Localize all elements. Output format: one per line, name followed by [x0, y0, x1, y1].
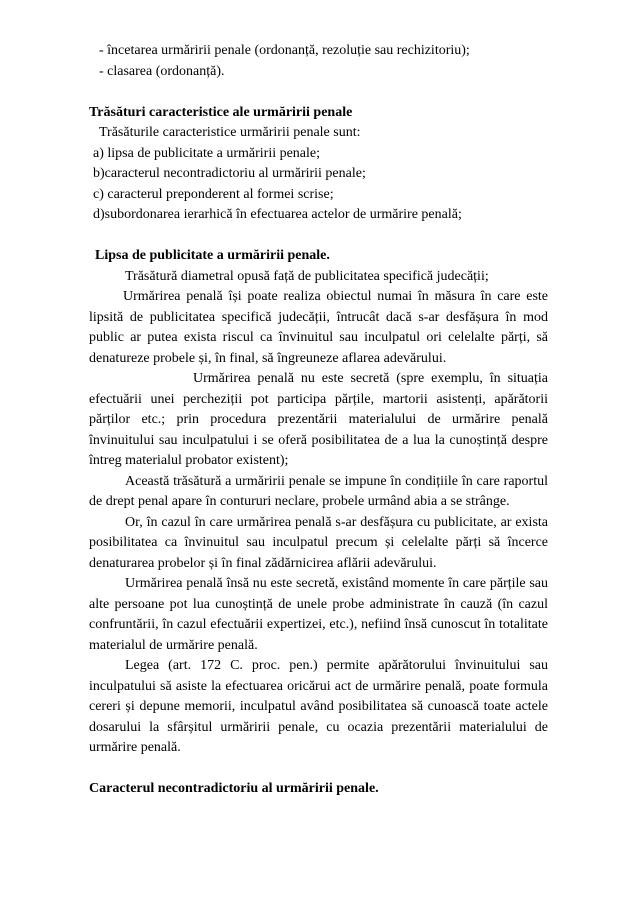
- characteristic-item: a) lipsa de publicitate a urmăririi penale;: [93, 145, 321, 161]
- paragraph: Urmărirea penală nu este secretă (spre exemplu, în situația efectuării unei percheziții pot participa părțile, martorii asistenți, apărătorii părților etc.; prin procedura prezentării materialului de urmărire penală învinuitului sau inculpatului i se oferă posibilitatea de a lua la cunoștință despre întreg materialul probator existent);: [89, 371, 548, 468]
- section-heading-non-adversarial: Caracterul necontradictoriu al urmăririi penale.: [89, 781, 379, 796]
- section-heading-characteristics: Trăsături caracteristice ale urmăririi penale: [89, 104, 353, 120]
- paragraph: Or, în cazul în care urmărirea penală s-ar desfășura cu publicitate, ar exista posibilitatea ca învinuitul sau inculpatul precum și celelalte părți să încerce denaturarea probelor și în final zădărnicirea aflării adevărului.: [89, 514, 548, 571]
- paragraph: Urmărirea penală își poate realiza obiectul numai în măsura în care este lipsită de publicitatea specifică judecății, întrucât dacă s-ar desfășura în mod public ar putea exista riscul ca învinuitul sau inculpatul ori celelalte părți, să denatureze probele și, în final, să îngreuneze aflarea adevărului.: [89, 289, 548, 366]
- spacer: [89, 759, 548, 780]
- document-page: [89, 41, 548, 800]
- characteristic-item: c) caracterul preponderent al formei scrise;: [93, 186, 334, 202]
- list-item-termination: - încetarea urmăririi penale (ordonanță, rezoluție sau rechizitoriu);: [99, 43, 470, 58]
- characteristic-item: d)subordonarea ierarhică în efectuarea actelor de urmărire penală;: [93, 207, 462, 222]
- paragraph: Legea (art. 172 C. proc. pen.) permite apărătorului învinuitului sau inculpatului să asiste la efectuarea oricărui act de urmărire penală, poate formula cereri și depune memorii, inculpatul având posibilitatea să cunoască toate actele dosarului la sfârșitul urmăririi penale, cu ocazia prezentării materialului de urmărire penală.: [89, 658, 548, 755]
- spacer: [89, 82, 548, 103]
- section-intro: Trăsăturile caracteristice urmăririi penale sunt:: [99, 125, 361, 140]
- characteristic-item: b)caracterul necontradictoriu al urmăririi penale;: [93, 166, 366, 181]
- list-item-classification: - clasarea (ordonanță).: [99, 63, 225, 79]
- paragraph: Trăsătură diametral opusă față de publicitatea specifică judecății;: [125, 268, 489, 284]
- spacer: [89, 226, 548, 247]
- section-heading-lack-of-publicity: Lipsa de publicitate a urmăririi penale.: [95, 248, 330, 263]
- paragraph: Această trăsătură a urmăririi penale se impune în condițiile în care raportul de drept penal apare în contururi neclare, probele urmând abia a se strânge.: [89, 473, 548, 509]
- paragraph: Urmărirea penală însă nu este secretă, existând momente în care părțile sau alte persoane pot lua cunoștință de unele probe administrate în cauză (în cazul confruntării, în cazul efectuării expertizei, etc.), nefiind însă cunoscut în totalitate materialul de urmărire penală.: [89, 576, 548, 653]
